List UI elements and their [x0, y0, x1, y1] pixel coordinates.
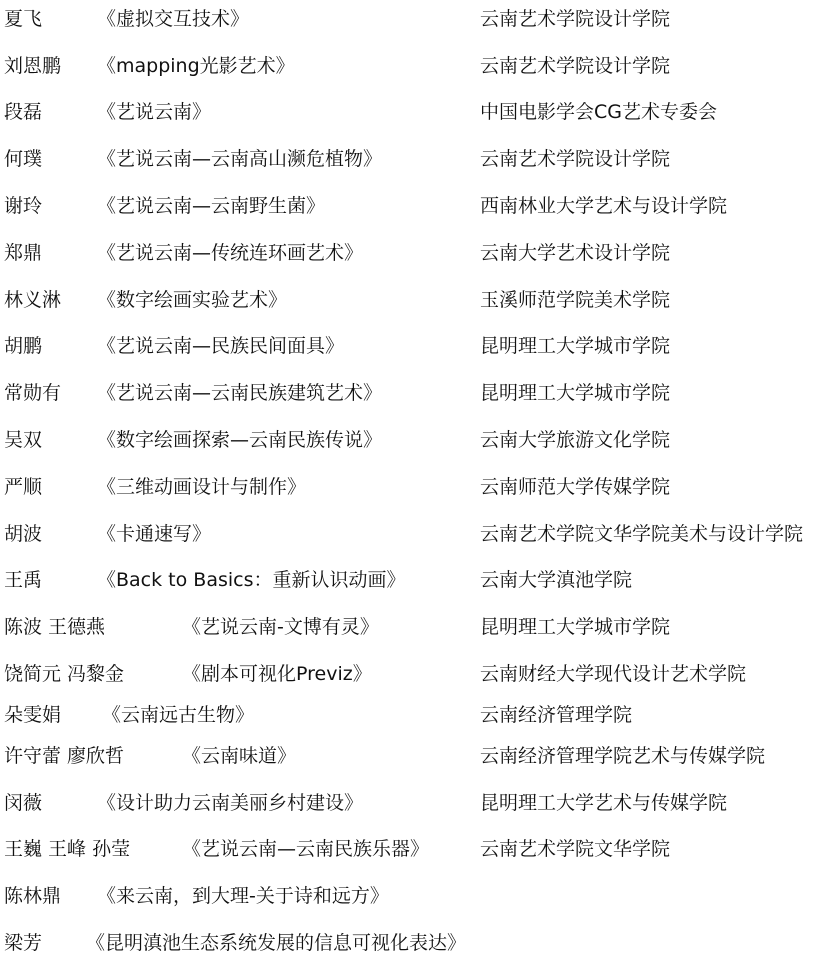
entry-institution: 西南林业大学艺术与设计学院: [480, 195, 728, 217]
entry-title: 《来云南，到大理-关于诗和远方》: [97, 885, 389, 907]
entry-title: 《艺说云南—传统连环画艺术》: [97, 242, 364, 264]
entry-institution: 云南艺术学院文华学院: [480, 838, 671, 860]
entry-title: 《剧本可视化Previz》: [182, 663, 372, 685]
entry-names: 胡鹏: [4, 335, 43, 357]
entry-names: 夏飞: [4, 8, 43, 30]
entry-names: 段磊: [4, 101, 43, 123]
list-item: [0, 51, 839, 81]
entry-title: 《Back to Basics：重新认识动画》: [97, 569, 406, 591]
entry-title: 《艺说云南—云南民族乐器》: [182, 838, 430, 860]
list-item: [0, 331, 839, 361]
entry-institution: 云南艺术学院设计学院: [480, 8, 671, 30]
entry-title: 《艺说云南—云南民族建筑艺术》: [97, 382, 383, 404]
list-item: [0, 238, 839, 268]
list-item: [0, 659, 839, 689]
entry-title: 《mapping光影艺术》: [97, 55, 295, 77]
entry-title: 《卡通速写》: [97, 523, 212, 545]
list-item: [0, 472, 839, 502]
entry-institution: 云南艺术学院设计学院: [480, 55, 671, 77]
entry-title: 《艺说云南—云南野生菌》: [97, 195, 326, 217]
list-item: [0, 378, 839, 408]
entry-names: 王禹: [4, 569, 43, 591]
entry-title: 《昆明滇池生态系统发展的信息可视化表达》: [86, 932, 467, 954]
entry-names: 梁芳: [4, 932, 43, 954]
entry-title: 《设计助力云南美丽乡村建设》: [97, 792, 364, 814]
entry-institution: 云南艺术学院文华学院美术与设计学院: [480, 523, 804, 545]
list-item: [0, 881, 839, 911]
entry-title: 《数字绘画探索—云南民族传说》: [97, 429, 383, 451]
entry-institution: 玉溪师范学院美术学院: [480, 289, 671, 311]
entry-institution: 中国电影学会CG艺术专委会: [480, 101, 717, 123]
entry-names: 何璞: [4, 148, 43, 170]
list-item: [0, 97, 839, 127]
list-item: [0, 834, 839, 864]
entry-institution: 云南财经大学现代设计艺术学院: [480, 663, 747, 685]
entry-names: 常勋有: [4, 382, 62, 404]
entry-names: 王巍 王峰 孙莹: [4, 838, 131, 860]
entry-title: 《艺说云南-文博有灵》: [182, 616, 379, 638]
entry-names: 刘恩鹏: [4, 55, 62, 77]
entry-institution: 云南经济管理学院艺术与传媒学院: [480, 745, 766, 767]
entry-institution: 云南经济管理学院: [480, 704, 633, 726]
entry-title: 《三维动画设计与制作》: [97, 476, 307, 498]
list-item: [0, 519, 839, 549]
entry-institution: 云南师范大学传媒学院: [480, 476, 671, 498]
entry-names: 林义淋: [4, 289, 62, 311]
list-item: [0, 700, 839, 730]
entry-title: 《虚拟交互技术》: [97, 8, 250, 30]
list-item: [0, 928, 839, 958]
entry-institution: 昆明理工大学艺术与传媒学院: [480, 792, 728, 814]
entry-institution: 云南大学滇池学院: [480, 569, 633, 591]
entry-title: 《艺说云南—民族民间面具》: [97, 335, 345, 357]
entry-institution: 昆明理工大学城市学院: [480, 335, 671, 357]
entry-names: 胡波: [4, 523, 43, 545]
entry-names: 朵雯娟: [4, 704, 62, 726]
entry-names: 吴双: [4, 429, 43, 451]
entry-title: 《艺说云南》: [97, 101, 212, 123]
entry-title: 《云南远古生物》: [102, 704, 255, 726]
entry-names: 闵薇: [4, 792, 43, 814]
entry-names: 谢玲: [4, 195, 43, 217]
list-item: [0, 4, 839, 34]
list-item: [0, 788, 839, 818]
entry-institution: 云南大学艺术设计学院: [480, 242, 671, 264]
list-item: [0, 285, 839, 315]
list-item: [0, 612, 839, 642]
list-item: [0, 741, 839, 771]
list-item: [0, 425, 839, 455]
list-item: [0, 565, 839, 595]
entry-names: 饶简元 冯黎金: [4, 663, 125, 685]
list-item: [0, 191, 839, 221]
entry-names: 陈林鼎: [4, 885, 62, 907]
entry-institution: 云南艺术学院设计学院: [480, 148, 671, 170]
entry-institution: 昆明理工大学城市学院: [480, 616, 671, 638]
entry-title: 《艺说云南—云南高山濒危植物》: [97, 148, 383, 170]
entry-names: 郑鼎: [4, 242, 43, 264]
entry-title: 《数字绘画实验艺术》: [97, 289, 288, 311]
entry-names: 许守蕾 廖欣哲: [4, 745, 125, 767]
list-item: [0, 144, 839, 174]
entry-names: 陈波 王德燕: [4, 616, 106, 638]
entry-institution: 云南大学旅游文化学院: [480, 429, 671, 451]
entry-institution: 昆明理工大学城市学院: [480, 382, 671, 404]
entry-names: 严顺: [4, 476, 43, 498]
entry-title: 《云南味道》: [182, 745, 297, 767]
